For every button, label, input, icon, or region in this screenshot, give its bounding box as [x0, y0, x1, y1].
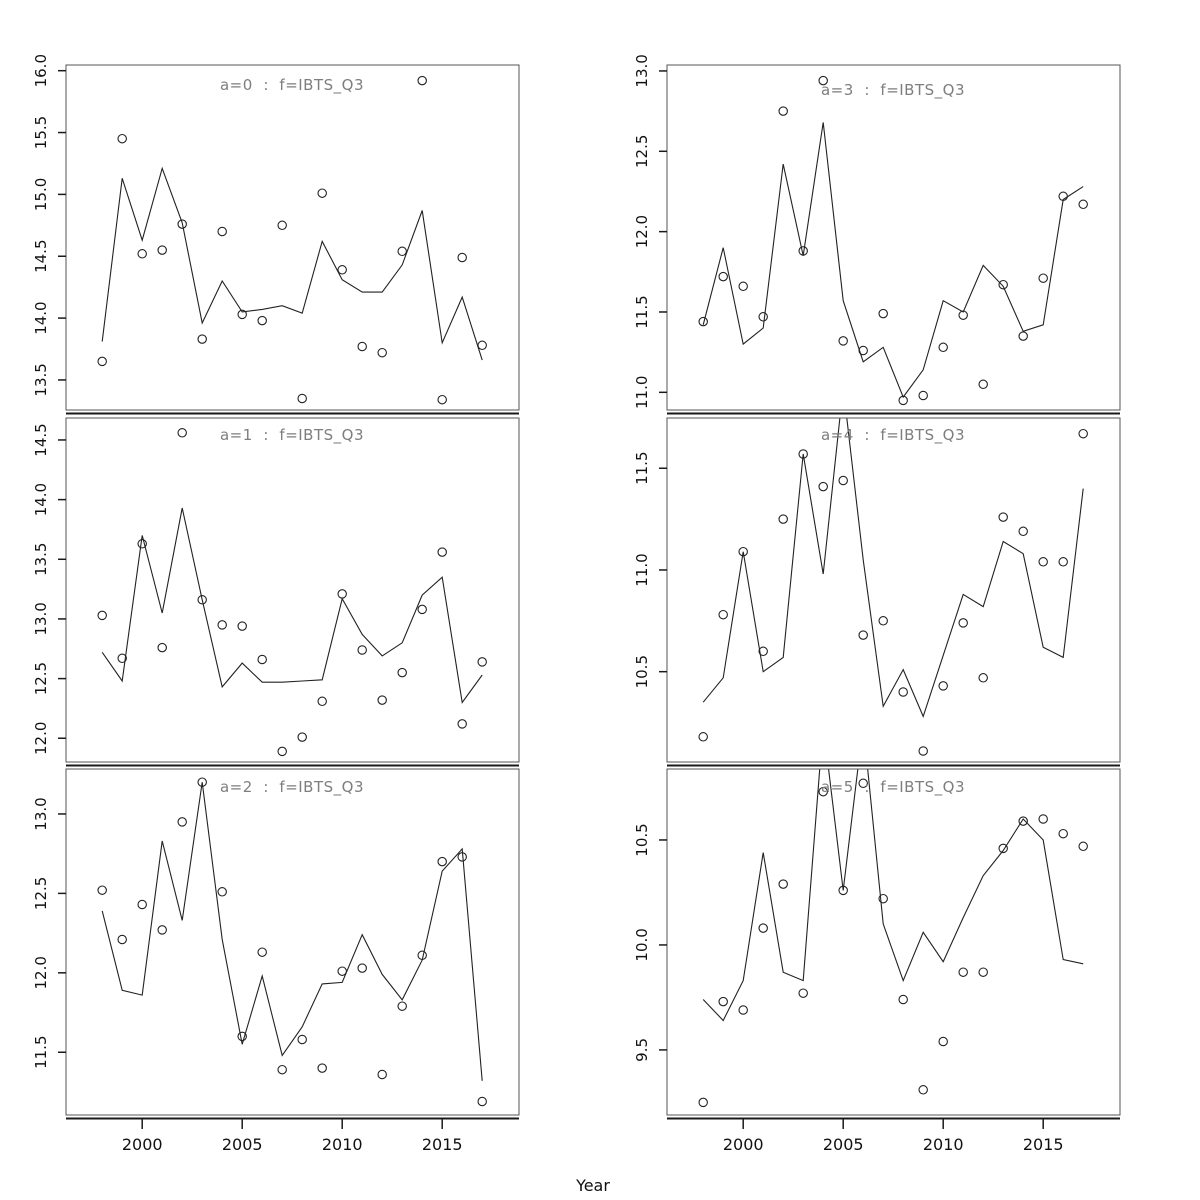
y-tick-label: 9.5: [633, 1037, 651, 1062]
data-point: [899, 688, 907, 696]
data-point: [338, 266, 346, 274]
y-tick-label: 14.0: [32, 301, 50, 335]
data-point: [819, 482, 827, 490]
y-tick-label: 13.5: [32, 542, 50, 577]
data-point: [859, 346, 867, 354]
data-point: [378, 696, 386, 704]
x-tick-label: 2000: [121, 1135, 163, 1154]
data-point: [318, 1064, 326, 1072]
y-tick-label: 15.0: [32, 177, 50, 212]
data-point: [1039, 558, 1047, 566]
y-tick-label: 13.5: [32, 363, 50, 397]
panel-2: [32, 418, 519, 766]
panel-title-a0: a=0 : f=IBTS_Q3: [219, 76, 365, 94]
y-tick-label: 12.0: [32, 956, 50, 990]
data-point: [398, 1002, 406, 1010]
data-point: [478, 341, 486, 349]
data-point: [338, 590, 346, 598]
data-point: [919, 747, 927, 755]
data-point: [779, 107, 787, 115]
x-tick-label: 2010: [321, 1135, 363, 1154]
y-tick-label: 12.5: [32, 876, 50, 911]
data-point: [1079, 200, 1087, 208]
data-point: [318, 697, 326, 705]
data-point: [1079, 842, 1087, 850]
data-point: [959, 968, 967, 976]
data-point: [338, 967, 346, 975]
data-point: [238, 1032, 246, 1040]
data-point: [759, 924, 767, 932]
data-point: [118, 935, 126, 943]
data-point: [278, 747, 286, 755]
data-point: [278, 221, 286, 229]
data-point: [398, 247, 406, 255]
data-point: [1039, 274, 1047, 282]
data-point: [258, 948, 266, 956]
data-point: [438, 857, 446, 865]
data-point: [919, 1086, 927, 1094]
data-point: [418, 605, 426, 613]
data-point: [979, 674, 987, 682]
data-point: [258, 655, 266, 663]
data-point: [138, 540, 146, 548]
x-tick-label: 2005: [221, 1135, 263, 1154]
data-point: [138, 250, 146, 258]
data-point: [358, 646, 366, 654]
fitted-line: [102, 782, 482, 1081]
y-tick-label: 13.0: [633, 54, 651, 88]
y-tick-label: 11.5: [32, 1035, 50, 1069]
data-point: [699, 1098, 707, 1106]
data-point: [699, 733, 707, 741]
data-point: [438, 396, 446, 404]
data-point: [298, 394, 306, 402]
data-point: [358, 342, 366, 350]
y-tick-label: 14.5: [32, 423, 50, 457]
panel-0: [32, 54, 519, 414]
panel-title-a4: a=4 : f=IBTS_Q3: [820, 426, 966, 444]
data-point: [458, 720, 466, 728]
data-point: [178, 429, 186, 437]
y-tick-label: 12.5: [633, 134, 651, 169]
fitted-line: [703, 122, 1083, 397]
data-point: [298, 733, 306, 741]
data-point: [98, 357, 106, 365]
y-tick-label: 11.0: [633, 553, 651, 587]
y-tick-label: 10.0: [633, 928, 651, 962]
panel-title-a3: a=3 : f=IBTS_Q3: [820, 81, 966, 99]
data-point: [238, 622, 246, 630]
data-point: [98, 886, 106, 894]
data-point: [298, 1035, 306, 1043]
data-point: [478, 658, 486, 666]
panel-border: [667, 65, 1120, 410]
data-point: [1039, 815, 1047, 823]
data-point: [879, 309, 887, 317]
data-point: [719, 272, 727, 280]
y-tick-label: 13.0: [32, 602, 50, 636]
data-point: [118, 135, 126, 143]
panel-4: [32, 769, 519, 1154]
y-tick-label: 12.5: [32, 661, 50, 696]
data-point: [939, 1037, 947, 1045]
data-point: [278, 1066, 286, 1074]
y-tick-label: 14.5: [32, 239, 50, 273]
y-tick-label: 11.0: [633, 375, 651, 410]
data-point: [378, 1070, 386, 1078]
x-tick-label: 2000: [722, 1135, 764, 1154]
data-point: [438, 548, 446, 556]
data-point: [899, 995, 907, 1003]
data-point: [959, 619, 967, 627]
data-point: [779, 880, 787, 888]
data-point: [478, 1097, 486, 1105]
data-point: [218, 888, 226, 896]
panel-title-a1: a=1 : f=IBTS_Q3: [219, 426, 365, 444]
data-point: [739, 1006, 747, 1014]
data-point: [979, 968, 987, 976]
data-point: [839, 476, 847, 484]
data-point: [999, 513, 1007, 521]
data-point: [258, 316, 266, 324]
data-point: [218, 621, 226, 629]
x-tick-label: 2005: [822, 1135, 864, 1154]
y-tick-label: 11.5: [633, 295, 651, 329]
y-tick-label: 16.0: [32, 53, 50, 88]
data-point: [1019, 332, 1027, 340]
y-tick-label: 15.5: [32, 115, 50, 150]
data-point: [859, 631, 867, 639]
data-point: [378, 349, 386, 357]
x-tick-label: 2015: [1022, 1135, 1064, 1154]
data-point: [138, 900, 146, 908]
data-point: [1059, 558, 1067, 566]
panel-title-a2: a=2 : f=IBTS_Q3: [219, 778, 365, 796]
data-point: [1079, 430, 1087, 438]
panel-title-a5: a=5 : f=IBTS_Q3: [820, 778, 966, 796]
x-axis-title: Year: [576, 1176, 610, 1195]
y-tick-label: 11.5: [633, 451, 651, 485]
data-point: [799, 989, 807, 997]
panel-border: [66, 418, 519, 762]
data-point: [739, 282, 747, 290]
data-point: [939, 343, 947, 351]
data-point: [1019, 527, 1027, 535]
y-tick-label: 12.0: [32, 721, 50, 756]
y-tick-label: 14.0: [32, 482, 50, 517]
data-point: [879, 617, 887, 625]
data-point: [158, 643, 166, 651]
data-point: [779, 515, 787, 523]
data-point: [939, 682, 947, 690]
data-point: [178, 818, 186, 826]
fitted-line: [102, 168, 482, 360]
data-point: [759, 313, 767, 321]
y-tick-label: 10.5: [633, 654, 651, 689]
data-point: [719, 611, 727, 619]
data-point: [158, 246, 166, 254]
data-point: [418, 76, 426, 84]
fitted-line: [102, 508, 482, 703]
data-point: [158, 926, 166, 934]
data-point: [398, 668, 406, 676]
x-tick-label: 2010: [922, 1135, 964, 1154]
data-point: [318, 189, 326, 197]
data-point: [919, 391, 927, 399]
data-point: [198, 335, 206, 343]
data-point: [98, 611, 106, 619]
data-point: [839, 337, 847, 345]
y-tick-label: 12.0: [633, 214, 651, 249]
data-point: [218, 227, 226, 235]
x-tick-label: 2015: [421, 1135, 463, 1154]
data-point: [1059, 830, 1067, 838]
data-point: [1019, 817, 1027, 825]
data-point: [458, 253, 466, 261]
panel-1: [633, 54, 1120, 413]
y-tick-label: 10.5: [633, 823, 651, 857]
y-tick-label: 13.0: [32, 797, 50, 831]
panel-border: [66, 65, 519, 410]
panel-border: [66, 769, 519, 1115]
panel-border: [667, 769, 1120, 1115]
panel-border: [667, 418, 1120, 762]
data-point: [719, 997, 727, 1005]
data-point: [358, 964, 366, 972]
data-point: [979, 380, 987, 388]
